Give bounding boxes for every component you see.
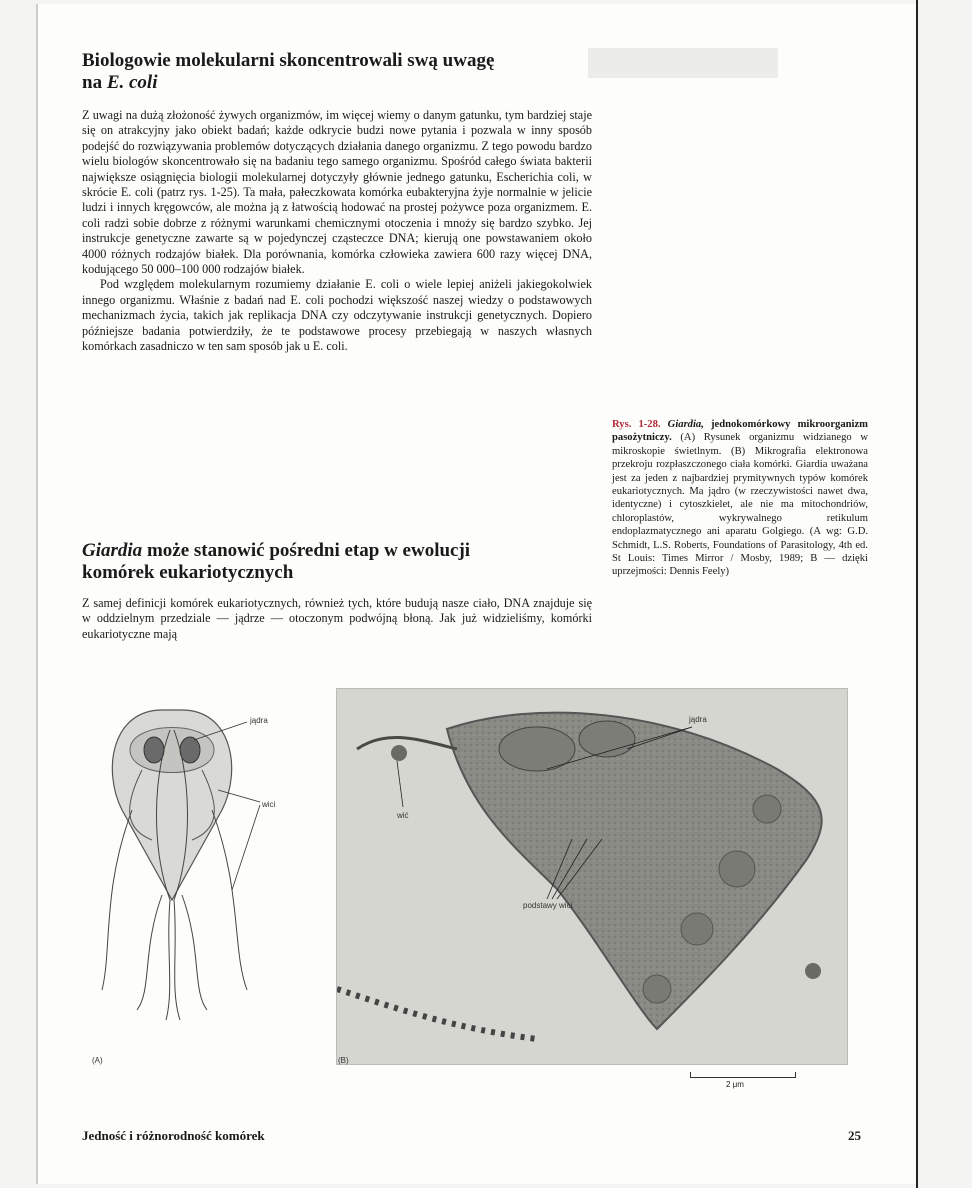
label-podstawy-wici: podstawy wici [523,901,573,910]
scale-bar [690,1072,796,1078]
section-heading-ecoli [82,50,602,94]
section2-body [82,596,592,642]
heading-italic: E. coli [106,72,158,93]
heading-prefix: na [82,72,107,93]
micrograph-image [337,689,847,1064]
page-number: 25 [848,1128,861,1143]
figure-b-micrograph [336,688,848,1065]
figure-caption [612,418,868,579]
caption-title-italic: Giardia, [667,419,704,430]
caption-title: jednokomórkowy mikroorganizm pasożytniczy. [612,419,868,444]
paragraph: Z uwagi na dużą złożoność żywych organizmów, im więcej wiemy o danym gatunku, tym bardziej staje się on atrakcyjny jako obiekt badań; każde odkrycie budzi nowe pytania i pozwala w inny sposób podejść do rozwiązywania problemów dotyczących działania danego organizmu. Z tego powodu bardzo wielu biologów skoncentrowało się na badaniu tego samego organizmu. Spośród całego świata bakterii największe osiągnięcia biologii molekularnej dotyczyły głównie jednego gatunku, Escherichia coli, w skrócie E. coli (patrz rys. 1-25). Ta mała, pałeczkowata komórka eubakteryjna żyje normalnie w jelicie ludzi i innych kręgowców, ale można ją z łatwością hodować na prostej pożywce poza organizmem. E. coli radzi sobie dobrze z różnymi warunkami chemicznymi otoczenia i mnoży się bardzo szybko. Jej instrukcje genetyczne zawarte są w pojedynczej cząsteczce DNA; kierują one powstawaniem około 4000 różnych rodzajów białek. Dla porównania, komórka człowieka zawiera 600 razy więcej DNA, kodującego 50 000–100 000 rodzajów białek. [82,108,592,277]
label-jadra-b: jądra [689,715,707,724]
heading-line: komórek eukariotycznych [82,562,294,583]
page-edge [916,0,918,1188]
heading-line: Biologowie molekularni skoncentrowali swą uwagę [82,50,495,71]
panel-label-b: (B) [338,1056,349,1065]
bleed-through [588,48,778,78]
scale-label: 2 μm [726,1080,744,1089]
paragraph: Pod względem molekularnym rozumiemy działanie E. coli o wiele lepiej aniżeli jakiegokolwiek innego organizmu. Właśnie z badań nad E. coli pochodzi większość naszej wiedzy o podstawowych mechanizmach życia, takich jak replikacja DNA czy odczytywanie instrukcji genetycznych. Dopiero późniejsze badania potwierdziły, że te podstawowe procesy przebiegają w naszych własnych komórkach zasadniczo w ten sam sposób jak u E. coli. [82,277,592,354]
section1-body [82,108,592,355]
label-wici: wici [262,800,276,809]
caption-text: (A) Rysunek organizmu widzianego w mikroskopie świetlnym. (B) Mikrografia elektronowa przekroju rozpłaszczonego ciała komórki. Giardia uważana jest za jeden z najbardziej prymitywnych typów komórek eukariotycznych. Ma jądro (w rzeczywistości nawet dwa, identyczne) i cytoszkielet, ale nie ma mitochondriów, chloroplastów, wykrywalnego retikulum endoplazmatycznego ani aparatu Golgiego. (A wg: G.D. Schmidt, L.S. Roberts, Foundations of Parasitology, 4th ed. St Louis: Times Mirror / Mosby, 1989; B — dzięki uprzejmości: Dennis Feely) [612,432,869,578]
figure-a [82,690,322,1080]
heading-line: może stanowić pośredni etap w ewolucji [142,540,471,561]
paragraph: Z samej definicji komórek eukariotycznych, również tych, które budują nasze ciało, DNA znajduje się w oddzielnym przedziale — jądrze — otoczonym podwójną błoną. Jak już widzieliśmy, komórki eukariotyczne mają [82,596,592,641]
label-jadra: jądra [250,716,268,725]
section-heading-giardia [82,540,602,584]
running-footer-title: Jedność i różnorodność komórek [82,1128,265,1143]
heading-italic: Giardia [82,540,143,561]
giardia-drawing [82,690,322,1080]
page-gutter [36,4,38,1184]
panel-label-a: (A) [92,1056,103,1065]
label-wic: wić [397,811,409,820]
caption-number: Rys. 1-28. [612,419,661,430]
